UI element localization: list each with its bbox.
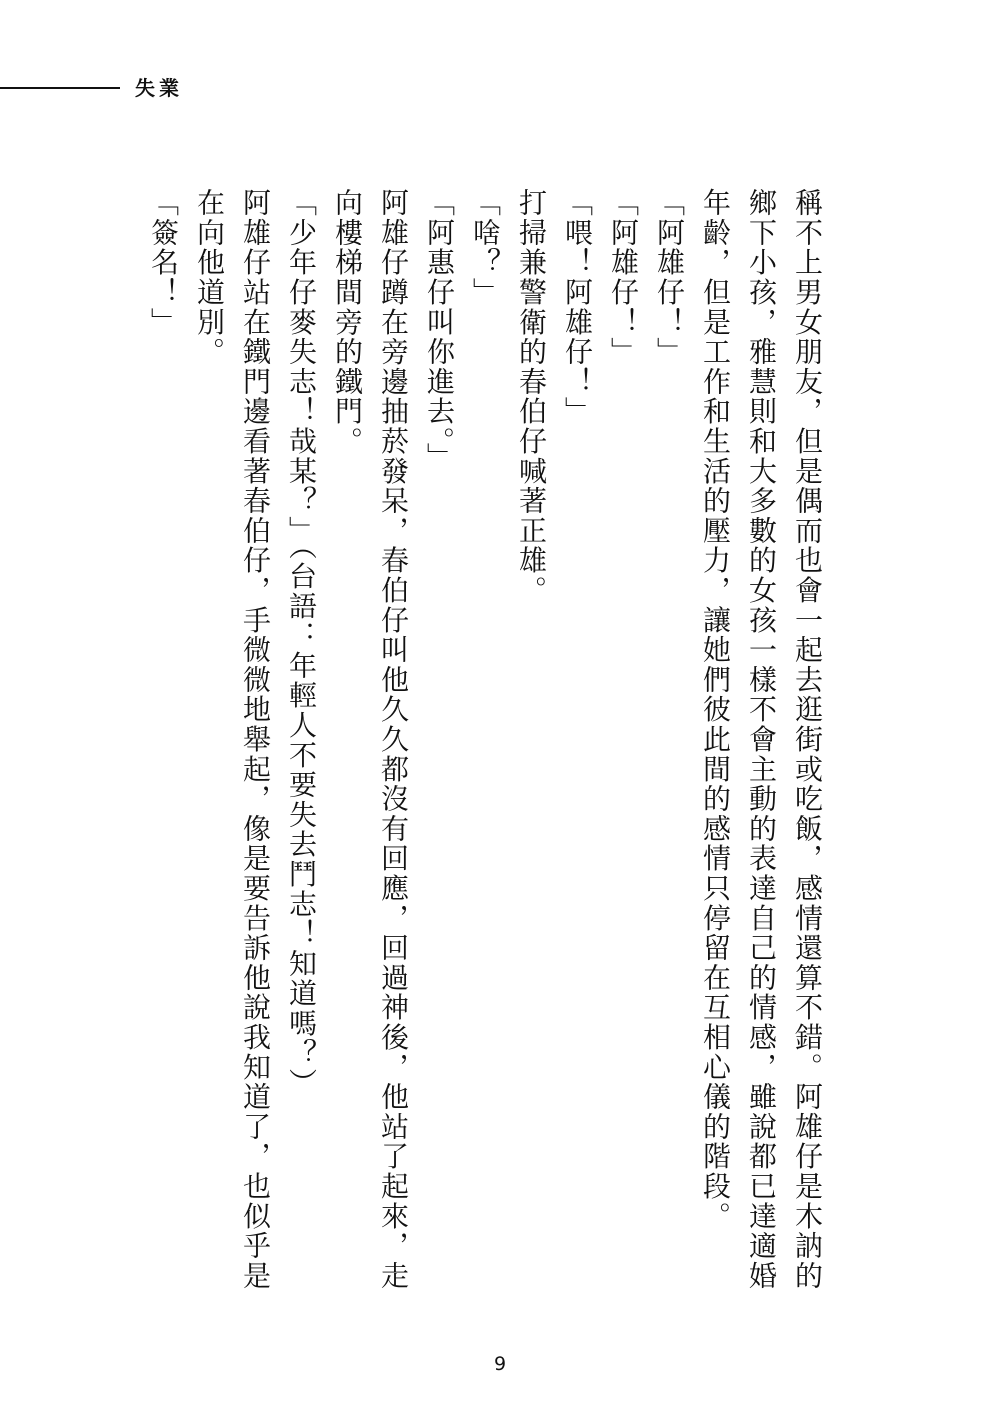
body-text <box>140 188 830 1308</box>
dialogue-line: 「簽名！」 <box>147 188 180 337</box>
dialogue-line: 「阿雄仔！」 <box>607 188 640 367</box>
page-number: 9 <box>493 1353 507 1375</box>
paragraph: 阿雄仔站在鐵門邊看著春伯仔，手微微地舉起，像是要告訴他說我知道了，也似乎是在向他道別。 <box>193 188 272 1291</box>
dialogue-line: 「阿惠仔叫你進去。」 <box>423 188 456 472</box>
dialogue-line: 「阿雄仔！」 <box>653 188 686 367</box>
chapter-title: 失業 <box>135 76 183 100</box>
dialogue-line: 「啥？」 <box>469 188 502 308</box>
paragraph: 阿雄仔蹲在旁邊抽菸發呆，春伯仔叫他久久都沒有回應，回過神後，他站了起來，走向樓梯間旁的鐵門。 <box>331 188 410 1291</box>
paragraph: 稱不上男女朋友，但是偶而也會一起去逛街或吃飯，感情還算不錯。阿雄仔是木訥的鄉下小孩，雅慧則和大多數的女孩一樣不會主動的表達自己的情感，雖說都已達適婚年齡，但是工作和生活的壓力，讓她們彼此間的感情只停留在互相心儀的階段。 <box>699 188 824 1291</box>
paragraph: 打掃兼警衛的春伯仔喊著正雄。 <box>515 188 548 606</box>
header-rule <box>0 87 120 89</box>
dialogue-line: 「少年仔麥失志！哉某？」（台語：年輕人不要失去鬥志！知道嗎？） <box>285 188 318 1098</box>
dialogue-line: 「喂！阿雄仔！」 <box>561 188 594 427</box>
